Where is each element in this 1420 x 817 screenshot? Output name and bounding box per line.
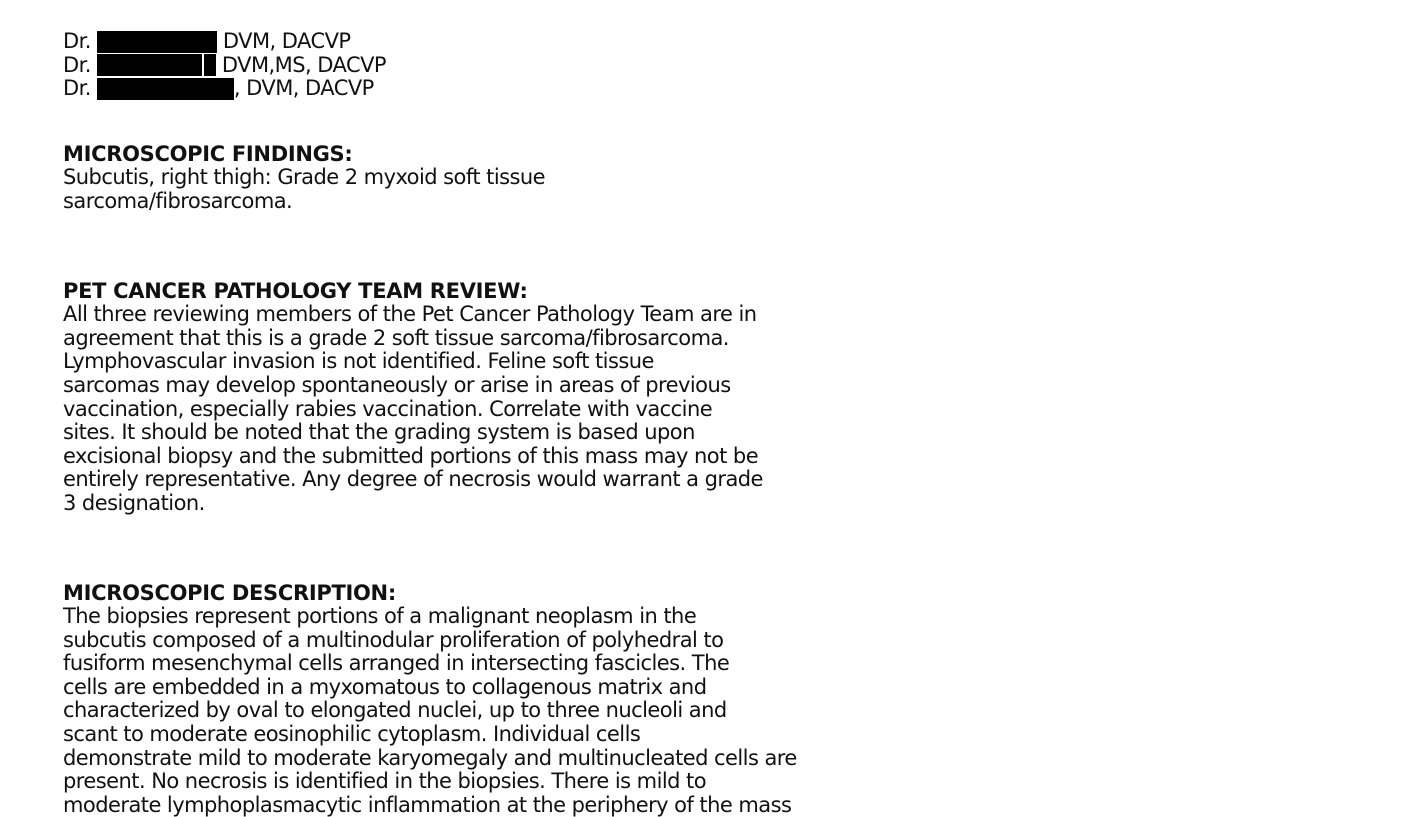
team-review-section: [63, 280, 883, 516]
redaction-bar: [97, 78, 234, 100]
paragraph-line: agreement that this is a grade 2 soft tissue sarcoma/fibrosarcoma.: [63, 327, 883, 351]
microscopic-findings-section: [63, 143, 883, 214]
paragraph-line: All three reviewing members of the Pet Cancer Pathology Team are in: [63, 303, 883, 327]
section-heading: MICROSCOPIC DESCRIPTION:: [63, 582, 883, 606]
paragraph-line: characterized by oval to elongated nuclei, up to three nucleoli and: [63, 699, 883, 723]
microscopic-description-section: [63, 582, 883, 817]
signatory-prefix: Dr.: [63, 30, 91, 54]
signatory-line-2: [63, 54, 883, 78]
signatories-block: [63, 30, 883, 101]
paragraph-line: excisional biopsy and the submitted portions of this mass may not be: [63, 445, 883, 469]
paragraph-line: Lymphovascular invasion is not identified. Feline soft tissue: [63, 350, 883, 374]
signatory-credentials: DVM, DACVP: [223, 30, 351, 54]
redaction-bar: [97, 54, 202, 76]
signatory-credentials: , DVM, DACVP: [234, 77, 374, 101]
paragraph-line: demonstrate mild to moderate karyomegaly and multinucleated cells are: [63, 747, 883, 771]
paragraph-line: sites. It should be noted that the grading system is based upon: [63, 421, 883, 445]
paragraph-line: Subcutis, right thigh: Grade 2 myxoid soft tissue: [63, 166, 883, 190]
signatory-line-1: [63, 30, 883, 54]
paragraph-line: fusiform mesenchymal cells arranged in intersecting fascicles. The: [63, 652, 883, 676]
paragraph-line: 3 designation.: [63, 492, 883, 516]
paragraph-line: cells are embedded in a myxomatous to collagenous matrix and: [63, 676, 883, 700]
paragraph-line: The biopsies represent portions of a malignant neoplasm in the: [63, 605, 883, 629]
signatory-prefix: Dr.: [63, 77, 91, 101]
redaction-bar: [97, 31, 217, 53]
paragraph-line: present. No necrosis is identified in the biopsies. There is mild to: [63, 770, 883, 794]
paragraph-line: scant to moderate eosinophilic cytoplasm. Individual cells: [63, 723, 883, 747]
paragraph-line: sarcomas may develop spontaneously or arise in areas of previous: [63, 374, 883, 398]
signatory-prefix: Dr.: [63, 54, 91, 78]
redaction-bar: [204, 54, 216, 76]
section-heading: MICROSCOPIC FINDINGS:: [63, 143, 883, 167]
pathology-report-page: [63, 30, 883, 817]
section-heading: PET CANCER PATHOLOGY TEAM REVIEW:: [63, 280, 883, 304]
paragraph-line: moderate lymphoplasmacytic inflammation at the periphery of the mass: [63, 794, 883, 817]
signatory-credentials: DVM,MS, DACVP: [222, 54, 386, 78]
paragraph-line: entirely representative. Any degree of necrosis would warrant a grade: [63, 468, 883, 492]
paragraph-line: subcutis composed of a multinodular proliferation of polyhedral to: [63, 629, 883, 653]
paragraph-line: sarcoma/fibrosarcoma.: [63, 190, 883, 214]
paragraph-line: vaccination, especially rabies vaccination. Correlate with vaccine: [63, 398, 883, 422]
signatory-line-3: [63, 77, 883, 101]
